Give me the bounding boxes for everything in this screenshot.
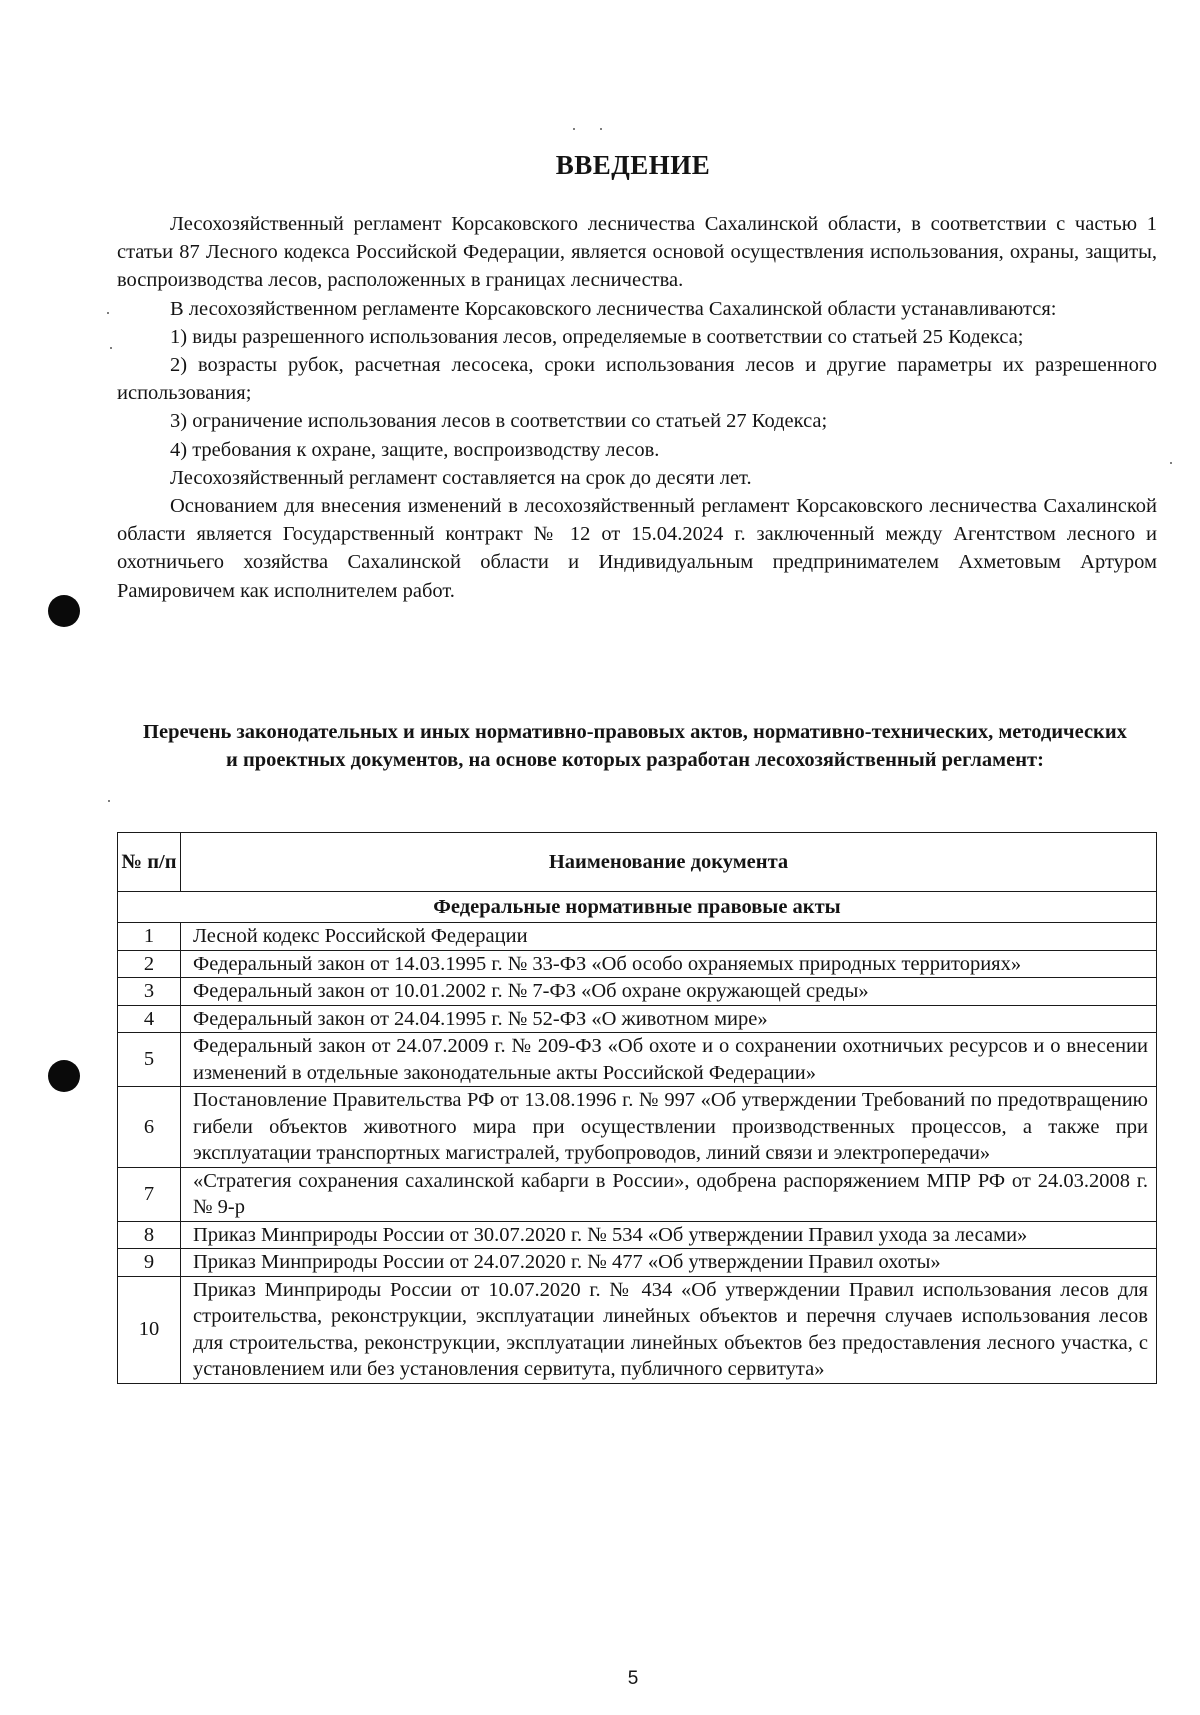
row-number: 6 xyxy=(118,1087,181,1168)
table-row xyxy=(118,1033,1157,1087)
table-row xyxy=(118,1221,1157,1249)
table-header-row xyxy=(118,833,1157,892)
intro-text xyxy=(117,210,1157,605)
table-row xyxy=(118,950,1157,978)
table-row xyxy=(118,978,1157,1006)
row-document-name: Федеральный закон от 10.01.2002 г. № 7-ФЗ «Об охране окружающей среды» xyxy=(181,978,1157,1006)
intro-paragraph: В лесохозяйственном регламенте Корсаковского лесничества Сахалинской области устанавливаются: xyxy=(170,297,1057,320)
row-document-name: Приказ Минприроды России от 30.07.2020 г. № 534 «Об утверждении Правил ухода за лесами» xyxy=(181,1221,1157,1249)
intro-paragraph: Лесохозяйственный регламент составляется на срок до десяти лет. xyxy=(170,466,752,489)
row-number: 1 xyxy=(118,923,181,951)
table-section-row xyxy=(118,892,1157,923)
row-number: 3 xyxy=(118,978,181,1006)
intro-list-item: 1) виды разрешенного использования лесов, определяемые в соответствии со статьей 25 Кодекса; xyxy=(170,325,1024,348)
row-number: 10 xyxy=(118,1276,181,1383)
table-row xyxy=(118,1249,1157,1277)
section-title: Федеральные нормативные правовые акты xyxy=(118,892,1157,923)
row-document-name: Постановление Правительства РФ от 13.08.1996 г. № 997 «Об утверждении Требований по предотвращению гибели объектов животного мира при осуществлении производственных процессов, а также при эксплуатации транспортных магистралей, трубопроводов, линий связи и электропередачи» xyxy=(181,1087,1157,1168)
scan-speck xyxy=(600,128,602,130)
documents-table xyxy=(117,832,1157,1384)
column-header-name: Наименование документа xyxy=(181,833,1157,892)
row-number: 9 xyxy=(118,1249,181,1277)
row-document-name: «Стратегия сохранения сахалинской кабарги в России», одобрена распоряжением МПР РФ от 24.03.2008 г. № 9-р xyxy=(181,1167,1157,1221)
row-document-name: Приказ Минприроды России от 24.07.2020 г. № 477 «Об утверждении Правил охоты» xyxy=(181,1249,1157,1277)
scan-speck xyxy=(1170,462,1172,464)
table-row xyxy=(118,1087,1157,1168)
row-number: 2 xyxy=(118,950,181,978)
punch-hole-icon xyxy=(48,595,80,627)
page-number: 5 xyxy=(627,1668,639,1689)
intro-list-item: 3) ограничение использования лесов в соответствии со статьей 27 Кодекса; xyxy=(170,410,828,433)
row-document-name: Федеральный закон от 24.07.2009 г. № 209-ФЗ «Об охоте и о сохранении охотничьих ресурсов и о внесении изменений в отдельные законодательные акты Российской Федерации» xyxy=(181,1033,1157,1087)
row-document-name: Федеральный закон от 14.03.1995 г. № 33-ФЗ «Об особо охраняемых природных территориях» xyxy=(181,950,1157,978)
list-heading: Перечень законодательных и иных нормативно-правовых актов, нормативно-технических, методических и проектных документов, на основе которых разработан лесохозяйственный регламент: xyxy=(143,721,1127,771)
intro-list-item: 2) возрасты рубок, расчетная лесосека, сроки использования лесов и другие параметры их разрешенного использования; xyxy=(117,354,1157,405)
row-number: 5 xyxy=(118,1033,181,1087)
table-row xyxy=(118,923,1157,951)
table-row xyxy=(118,1005,1157,1033)
column-header-number: № п/п xyxy=(118,833,181,892)
row-document-name: Федеральный закон от 24.04.1995 г. № 52-ФЗ «О животном мире» xyxy=(181,1005,1157,1033)
table-row xyxy=(118,1167,1157,1221)
scan-speck xyxy=(110,347,112,349)
intro-paragraph: Основанием для внесения изменений в лесохозяйственный регламент Корсаковского лесничества Сахалинской области является Государственный контракт № 12 от 15.04.2024 г. заключенный между Агентством лесного и охотничьего хозяйства Сахалинской области и Индивидуальным предпринимателем Ахметовым Артуром Рамировичем как исполнителем работ. xyxy=(117,495,1157,602)
intro-list-item: 4) требования к охране, защите, воспроизводству лесов. xyxy=(170,438,660,461)
row-number: 7 xyxy=(118,1167,181,1221)
scan-speck xyxy=(108,800,110,802)
page-title: ВВЕДЕНИЕ xyxy=(555,150,711,180)
row-document-name: Лесной кодекс Российской Федерации xyxy=(181,923,1157,951)
scan-speck xyxy=(573,128,575,130)
punch-hole-icon xyxy=(48,1060,80,1092)
row-document-name: Приказ Минприроды России от 10.07.2020 г. № 434 «Об утверждении Правил использования лесов для строительства, реконструкции, эксплуатации линейных объектов и перечня случаев использования лесов для строительства, реконструкции, эксплуатации линейных объектов без предоставления лесного участка, с установлением или без установления сервитута, публичного сервитута» xyxy=(181,1276,1157,1383)
row-number: 4 xyxy=(118,1005,181,1033)
row-number: 8 xyxy=(118,1221,181,1249)
intro-paragraph: Лесохозяйственный регламент Корсаковского лесничества Сахалинской области, в соответствии с частью 1 статьи 87 Лесного кодекса Российской Федерации, является основой осуществления использования, охраны, защиты, воспроизводства лесов, расположенных в границах лесничества. xyxy=(117,213,1157,292)
scan-speck xyxy=(107,312,109,314)
table-row xyxy=(118,1276,1157,1383)
